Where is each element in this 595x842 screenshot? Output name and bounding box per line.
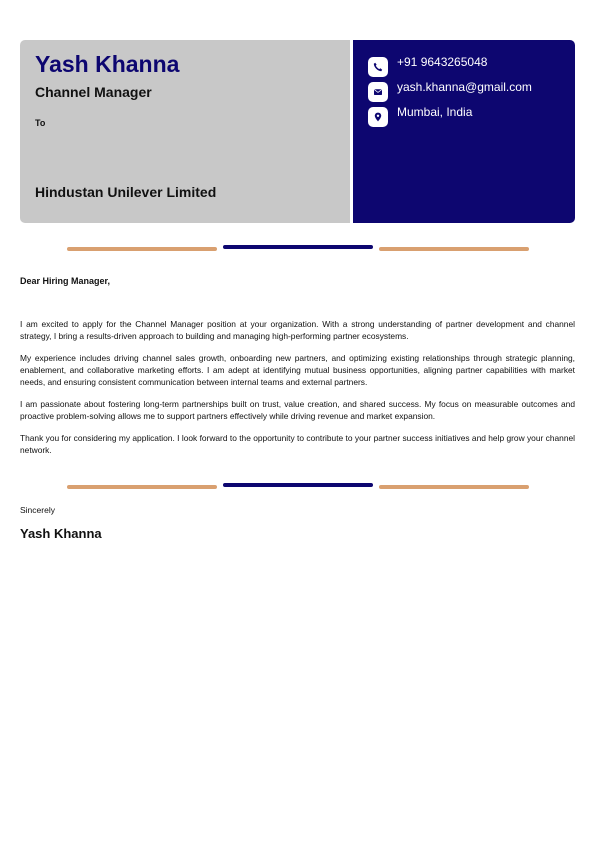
closing: Sincerely bbox=[20, 505, 55, 515]
company-name: Hindustan Unilever Limited bbox=[35, 184, 217, 200]
email-icon bbox=[368, 82, 388, 102]
job-title: Channel Manager bbox=[35, 84, 152, 100]
to-label: To bbox=[35, 118, 46, 128]
paragraph-1: I am excited to apply for the Channel Manager position at your organization. With a strong understanding of partner development and channel strategy, I bring a results-driven approach to building and managing high-performing partner ecosystems. bbox=[20, 319, 575, 341]
paragraph-3: I am passionate about fostering long-term partnerships built on trust, value creation, and shared success. My focus on measurable outcomes and proactive problem-solving allows me to support partners effectively while driving revenue and market expansion. bbox=[20, 399, 575, 421]
header bbox=[20, 40, 575, 223]
location: Mumbai, India bbox=[397, 105, 473, 119]
contact-phone bbox=[368, 57, 487, 77]
greeting: Dear Hiring Manager, bbox=[20, 276, 111, 286]
bottom-divider bbox=[67, 485, 529, 490]
applicant-name: Yash Khanna bbox=[35, 51, 180, 77]
top-divider bbox=[67, 247, 529, 252]
letter-body bbox=[20, 318, 575, 466]
phone-number: +91 9643265048 bbox=[397, 55, 488, 69]
header-left-panel bbox=[20, 40, 350, 223]
signature: Yash Khanna bbox=[20, 526, 102, 541]
contact-location bbox=[368, 107, 472, 127]
phone-icon bbox=[368, 57, 388, 77]
contact-panel bbox=[353, 40, 575, 223]
location-pin-icon bbox=[368, 107, 388, 127]
contact-email bbox=[368, 82, 532, 102]
paragraph-2: My experience includes driving channel sales growth, onboarding new partners, and optimizing existing relationships through strategic planning, enablement, and collaborative marketing efforts. I am adept at identifying mutual business opportunities, aligning partner capabilities with market needs, and ensuring consistent communication between internal teams and external partners. bbox=[20, 353, 575, 387]
email-address: yash.khanna@gmail.com bbox=[397, 80, 532, 94]
paragraph-4: Thank you for considering my application. I look forward to the opportunity to contribute to your partner success initiatives and help grow your channel network. bbox=[20, 433, 575, 455]
